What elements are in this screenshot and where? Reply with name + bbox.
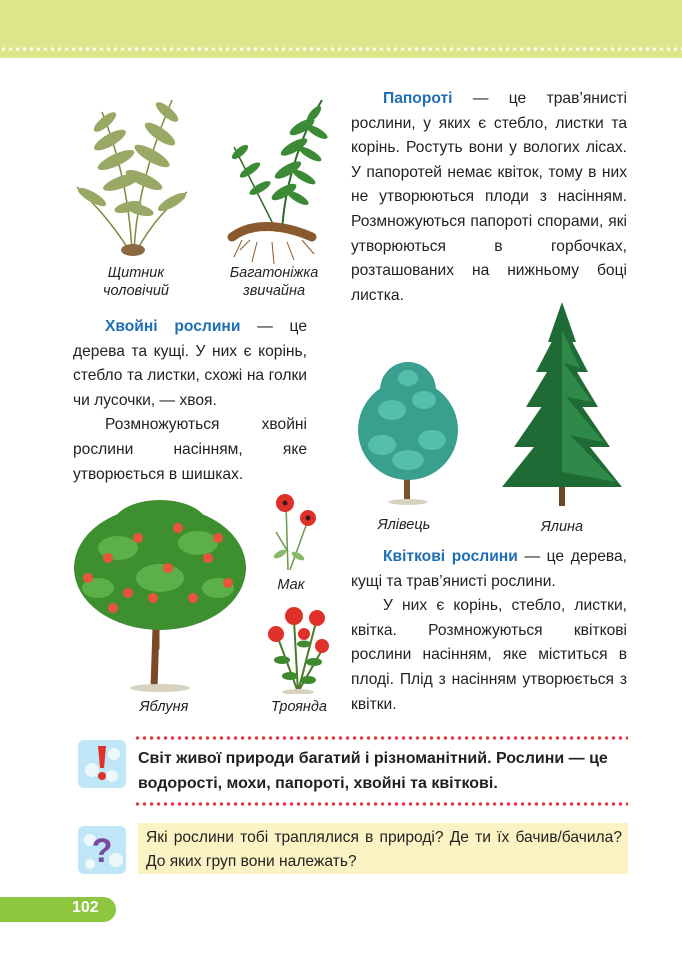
ferns-paragraph (351, 87, 627, 308)
question-text: Які рослини тобі траплялися в природі? Де ти їх бачив/бачила? До яких груп вони належать? (146, 829, 622, 870)
conifers-paragraph (73, 315, 307, 487)
flowering-paragraph (351, 545, 627, 717)
question-icon-graphic (78, 826, 126, 874)
ferns-text: — це трав’янисті рослини, у яких є стебло, листки та корінь. Ростуть вони у вологих лісах. У папоротей немає квіток, тому в них не утворюються плоди з насінням. Розмножуються папороті спорами, які утворюються в горбочках, розташованих на нижньому боці листка. (351, 90, 627, 304)
ferns-title: Папороті (383, 90, 453, 107)
conifers-text-2: Розмножуються хвойні рослини насінням, яке утворюється в шишках. (73, 416, 307, 483)
juniper-illustration (352, 360, 464, 506)
poppy-illustration (268, 492, 318, 570)
conifers-text: — це дерева та кущі. У них є корінь, стебло та листки, схожі на голки чи лусочки, — хвоя. (73, 318, 307, 409)
polypody-fern-illustration (222, 92, 328, 267)
top-dotted-line (0, 47, 682, 51)
exclamation-icon (78, 740, 126, 788)
spruce-illustration (500, 302, 624, 508)
caption-line: Багатоніжка (229, 265, 319, 281)
caption-rose: Троянда (271, 699, 327, 715)
caption-juniper: Ялівець (377, 517, 431, 533)
exclamation-icon-graphic (78, 740, 126, 788)
svg-text:?: ? (91, 832, 113, 870)
caption-shield-fern (86, 264, 186, 300)
caption-poppy: Мак (277, 577, 305, 593)
summary-dotted-line-bottom (134, 802, 628, 806)
summary-dotted-line-top (134, 736, 628, 740)
rose-illustration (264, 600, 334, 694)
caption-line: чоловічий (103, 283, 169, 299)
caption-spruce: Ялина (540, 519, 584, 535)
caption-polypody (222, 264, 326, 300)
flowering-title: Квіткові рослини (383, 548, 518, 565)
caption-line: Щитник (107, 265, 165, 281)
shield-fern-illustration (72, 92, 192, 262)
flowering-text-2: У них є корінь, стебло, листки, квітка. Розмножуються квіткові рослини насінням, яке міститься в плоді. Плід з насінням утворюється з квітки. (351, 597, 627, 713)
flowering-text: — це дерева, кущі та трав’янисті рослини. (351, 548, 627, 590)
caption-apple: Яблуня (139, 699, 189, 715)
summary-text: Світ живої природи багатий і різноманітний. Рослини — це водорості, мохи, папороті, хвойні та квіткові. (138, 750, 608, 792)
apple-tree-illustration (68, 498, 252, 692)
page-number: 102 (72, 899, 99, 916)
conifers-title: Хвойні рослини (105, 318, 241, 335)
question-icon (78, 826, 126, 874)
caption-line: звичайна (242, 283, 306, 299)
